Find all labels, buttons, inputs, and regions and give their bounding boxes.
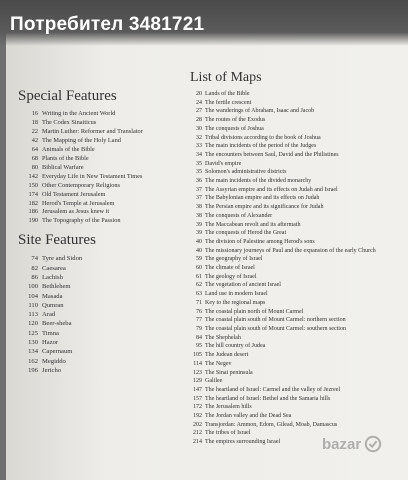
page-number: 84 xyxy=(196,334,202,341)
page-number: 30 xyxy=(196,125,202,132)
entry-title: The coastal plain south of Mount Carmel: northern section xyxy=(205,317,346,324)
page-number: 157 xyxy=(193,395,202,402)
page-number: 82 xyxy=(31,264,38,272)
map-list-item xyxy=(190,377,400,386)
page-number: 182 xyxy=(28,199,38,207)
site-feature-item xyxy=(18,264,190,273)
special-feature-item xyxy=(18,110,190,119)
entry-title: The Sinai peninsula xyxy=(205,369,253,376)
page-number: 186 xyxy=(28,208,38,216)
map-list-item xyxy=(190,369,400,378)
entry-title: Jerusalem as Jesus knew it xyxy=(42,208,110,216)
page-number: 37 xyxy=(196,186,202,193)
page-number: 20 xyxy=(196,91,202,97)
special-features-list xyxy=(18,110,190,226)
entry-title: The Topography of the Passion xyxy=(42,217,121,225)
entry-title: Transjordan: Ammon, Edom, Gilead, Moab, Damascus xyxy=(205,421,338,428)
entry-title: The coastal plain south of Mount Carmel: southern section xyxy=(205,325,346,332)
entry-title: The Shephelah xyxy=(205,334,241,341)
page-number: 28 xyxy=(196,117,202,124)
page-number: 39 xyxy=(196,230,202,237)
map-list-item xyxy=(190,160,400,169)
map-list-item xyxy=(190,247,400,256)
page-number: 77 xyxy=(196,317,202,324)
entry-title: Solomon's administrative districts xyxy=(205,169,287,176)
page-number: 74 xyxy=(31,255,38,263)
entry-title: Lands of the Bible xyxy=(205,91,250,97)
map-list-item xyxy=(190,264,400,273)
map-list-item xyxy=(190,299,400,308)
entry-title: The climate of Israel xyxy=(205,265,255,272)
page-number: 40 xyxy=(196,247,202,254)
entry-title: Martin Luther: Reformer and Translator xyxy=(42,127,143,135)
site-feature-item xyxy=(18,273,190,282)
entry-title: The division of Palestine among Herod's sons xyxy=(205,238,315,245)
page-number: 190 xyxy=(28,217,38,225)
page-number: 86 xyxy=(31,273,38,281)
map-list-item xyxy=(190,412,400,421)
page-number: 59 xyxy=(196,256,202,263)
entry-title: Lachish xyxy=(42,273,63,281)
page-number: 24 xyxy=(196,99,202,106)
page-number: 129 xyxy=(193,378,202,385)
entry-title: The Codex Sinaiticus xyxy=(42,118,97,126)
map-list-item xyxy=(190,360,400,369)
map-list-item xyxy=(190,334,400,343)
entry-title: The fertile crescent xyxy=(205,99,252,106)
site-feature-item xyxy=(18,254,190,263)
site-feature-item xyxy=(18,329,190,338)
page-number: 95 xyxy=(196,343,202,350)
entry-title: Old Testament Jerusalem xyxy=(42,190,106,198)
entry-title: Everyday Life in New Testament Times xyxy=(42,172,143,180)
entry-title: Tyre and Sidon xyxy=(42,255,83,263)
page-number: 42 xyxy=(31,136,38,144)
site-feature-item xyxy=(18,292,190,301)
special-feature-item xyxy=(18,164,190,173)
site-feature-item xyxy=(18,301,190,310)
special-feature-item xyxy=(18,119,190,128)
page-number: 100 xyxy=(28,283,38,291)
entry-title: The Judean desert xyxy=(205,352,249,359)
entry-title: The Maccabean revolt and its aftermath xyxy=(205,221,301,228)
entry-title: The Negev xyxy=(205,360,232,367)
page-number: 134 xyxy=(28,348,38,356)
map-list-item xyxy=(190,325,400,334)
entry-title: The wanderings of Abraham, Isaac and Jacob xyxy=(205,108,315,115)
page-number: 35 xyxy=(196,160,202,167)
entry-title: Timna xyxy=(42,329,59,337)
entry-title: The encounters between Saul, David and the Philistines xyxy=(205,151,339,158)
page-number: 150 xyxy=(28,181,38,189)
map-list-item xyxy=(190,212,400,221)
entry-title: The heartland of Israel: Bethel and the Samaria hills xyxy=(205,395,331,402)
page-number: 33 xyxy=(196,143,202,150)
entry-title: The geography of Israel xyxy=(205,256,263,263)
entry-title: Writing in the Ancient World xyxy=(42,110,116,117)
page-number: 40 xyxy=(196,238,202,245)
map-list-item xyxy=(190,134,400,143)
map-list-item xyxy=(190,316,400,325)
special-feature-item xyxy=(18,128,190,137)
map-list-item xyxy=(190,395,400,404)
entry-title: The main incidents of the period of the Judges xyxy=(205,143,317,150)
site-feature-item xyxy=(18,338,190,347)
site-feature-item xyxy=(18,319,190,328)
entry-title: The Persian empire and its significance for Judah xyxy=(205,204,324,211)
page-number: 76 xyxy=(196,308,202,315)
page-number: 110 xyxy=(28,301,38,309)
left-column xyxy=(18,88,190,375)
entry-title: Qumran xyxy=(42,301,64,309)
map-list-item xyxy=(190,125,400,134)
page-number: 120 xyxy=(28,320,38,328)
map-list-item xyxy=(190,281,400,290)
page-number: 61 xyxy=(196,273,202,280)
page-number: 147 xyxy=(193,386,202,393)
special-feature-item xyxy=(18,146,190,155)
entry-title: The Mapping of the Holy Land xyxy=(42,136,121,144)
special-features-heading: Special Features xyxy=(18,88,117,104)
list-of-maps-heading: List of Maps xyxy=(190,70,262,85)
map-list-item xyxy=(190,203,400,212)
site-features-heading: Site Features xyxy=(18,232,96,249)
page-number: 196 xyxy=(28,366,38,374)
page-number: 172 xyxy=(193,404,202,411)
entry-title: Arad xyxy=(42,311,56,319)
map-list-item xyxy=(190,386,400,395)
map-list-item xyxy=(190,221,400,230)
special-feature-item xyxy=(18,217,190,226)
entry-title: The conquests of Alexander xyxy=(205,212,273,219)
page-number: 36 xyxy=(196,178,202,185)
page-number: 105 xyxy=(193,352,202,359)
special-feature-item xyxy=(18,155,190,164)
page-number: 38 xyxy=(196,212,202,219)
page-number: 114 xyxy=(193,360,202,367)
entry-title: The coastal plain north of Mount Carmel xyxy=(205,308,304,315)
entry-title: Jericho xyxy=(42,366,62,374)
entry-title: Capernaum xyxy=(42,348,73,356)
page-number: 35 xyxy=(196,169,202,176)
special-feature-item xyxy=(18,137,190,146)
page-number: 34 xyxy=(196,151,202,158)
special-feature-item xyxy=(18,200,190,209)
map-list-item xyxy=(190,116,400,125)
page-number: 63 xyxy=(196,291,202,298)
site-feature-item xyxy=(18,310,190,319)
bazar-watermark xyxy=(322,432,400,456)
entry-title: The Jordan valley and the Dead Sea xyxy=(205,413,292,420)
entry-title: Biblical Warfare xyxy=(42,163,84,171)
page-number: 123 xyxy=(193,369,202,376)
entry-title: Key to the regional maps xyxy=(205,299,266,306)
page-number: 62 xyxy=(196,282,202,289)
map-list-item xyxy=(190,142,400,151)
map-list-item xyxy=(190,255,400,264)
page-number: 125 xyxy=(28,329,38,337)
list-of-maps-list xyxy=(190,90,400,447)
page-number: 174 xyxy=(28,190,38,198)
entry-title: Beer-sheba xyxy=(42,320,72,328)
entry-title: The conquests of Joshua xyxy=(205,125,264,132)
map-list-item xyxy=(190,99,400,108)
entry-title: The heartland of Israel: Carmel and the valley of Jezreel xyxy=(205,386,341,393)
entry-title: The main incidents of the divided monarchy xyxy=(205,178,312,185)
page-number: 22 xyxy=(31,127,38,135)
page-number: 38 xyxy=(196,204,202,211)
watermark-text: bazar xyxy=(322,435,362,453)
entry-title: The geology of Israel xyxy=(205,273,257,280)
entry-title: Other Contemporary Religions xyxy=(42,181,120,189)
entry-title: David's empire xyxy=(205,160,242,167)
entry-title: Bethlehem xyxy=(42,283,71,291)
page-number: 212 xyxy=(193,430,202,437)
page-number: 80 xyxy=(31,163,38,171)
entry-title: Galilee xyxy=(205,378,223,385)
page-number: 104 xyxy=(28,292,38,300)
page-number: 192 xyxy=(193,413,202,420)
map-list-item xyxy=(190,194,400,203)
entry-title: The missionary journeys of Paul and the expansion of the early Church xyxy=(205,247,376,254)
entry-title: The tribes of Israel xyxy=(205,430,251,437)
page-number: 18 xyxy=(31,118,38,126)
entry-title: Land use in modern Israel xyxy=(205,291,268,298)
map-list-item xyxy=(190,403,400,412)
entry-title: The hill country of Judea xyxy=(205,343,266,350)
entry-title: The Assyrian empire and its effects on Judah and Israel xyxy=(205,186,338,193)
map-list-item xyxy=(190,238,400,247)
map-list-item xyxy=(190,186,400,195)
entry-title: The empires surrounding Israel xyxy=(205,439,281,446)
map-list-item xyxy=(190,342,400,351)
map-list-item xyxy=(190,177,400,186)
page-number: 68 xyxy=(31,154,38,162)
page-number: 130 xyxy=(28,339,38,347)
seller-name[interactable]: Потребител 3481721 xyxy=(10,14,205,35)
entry-title: The vegetation of ancient Israel xyxy=(205,282,281,289)
page-number: 113 xyxy=(28,311,38,319)
entry-title: The routes of the Exodus xyxy=(205,117,266,124)
map-list-item xyxy=(190,421,400,430)
special-feature-item xyxy=(18,191,190,200)
page-number: 214 xyxy=(193,439,202,446)
entry-title: Herod's Temple at Jerusalem xyxy=(42,199,115,207)
map-list-item xyxy=(190,351,400,360)
map-list-item xyxy=(190,151,400,160)
page-number: 32 xyxy=(196,134,202,141)
site-features-list xyxy=(18,254,190,375)
site-feature-item xyxy=(18,282,190,291)
page-number: 37 xyxy=(196,195,202,202)
entry-title: The Babylonian empire and its effects on Judah xyxy=(205,195,320,202)
right-column xyxy=(190,70,400,447)
entry-title: Animals of the Bible xyxy=(42,145,95,153)
map-list-item xyxy=(190,290,400,299)
map-list-item xyxy=(190,90,400,99)
special-feature-item xyxy=(18,182,190,191)
seller-banner xyxy=(0,0,408,46)
site-feature-item xyxy=(18,347,190,356)
page-number: 64 xyxy=(31,145,38,153)
page-number: 142 xyxy=(28,172,38,180)
map-list-item xyxy=(190,273,400,282)
special-feature-item xyxy=(18,173,190,182)
map-list-item xyxy=(190,308,400,317)
page-number: 16 xyxy=(31,110,38,117)
bazar-logo-icon xyxy=(364,435,382,453)
page-number: 27 xyxy=(196,108,202,115)
entry-title: Masada xyxy=(42,292,63,300)
entry-title: Megiddo xyxy=(42,357,66,365)
site-feature-item xyxy=(18,366,190,375)
entry-title: Hazor xyxy=(42,339,59,347)
site-feature-item xyxy=(18,357,190,366)
page-number: 162 xyxy=(28,357,38,365)
page-number: 71 xyxy=(196,299,202,306)
page-number: 79 xyxy=(196,325,202,332)
page-number: 60 xyxy=(196,265,202,272)
special-feature-item xyxy=(18,208,190,217)
entry-title: The Jerusalem hills xyxy=(205,404,252,411)
entry-title: Plants of the Bible xyxy=(42,154,89,162)
map-list-item xyxy=(190,107,400,116)
entry-title: The conquests of Herod the Great xyxy=(205,230,287,237)
page-number: 39 xyxy=(196,221,202,228)
map-list-item xyxy=(190,168,400,177)
page-number: 202 xyxy=(193,421,202,428)
map-list-item xyxy=(190,229,400,238)
entry-title: Tribal divisions according to the book of Joshua xyxy=(205,134,321,141)
entry-title: Caesarea xyxy=(42,264,66,272)
